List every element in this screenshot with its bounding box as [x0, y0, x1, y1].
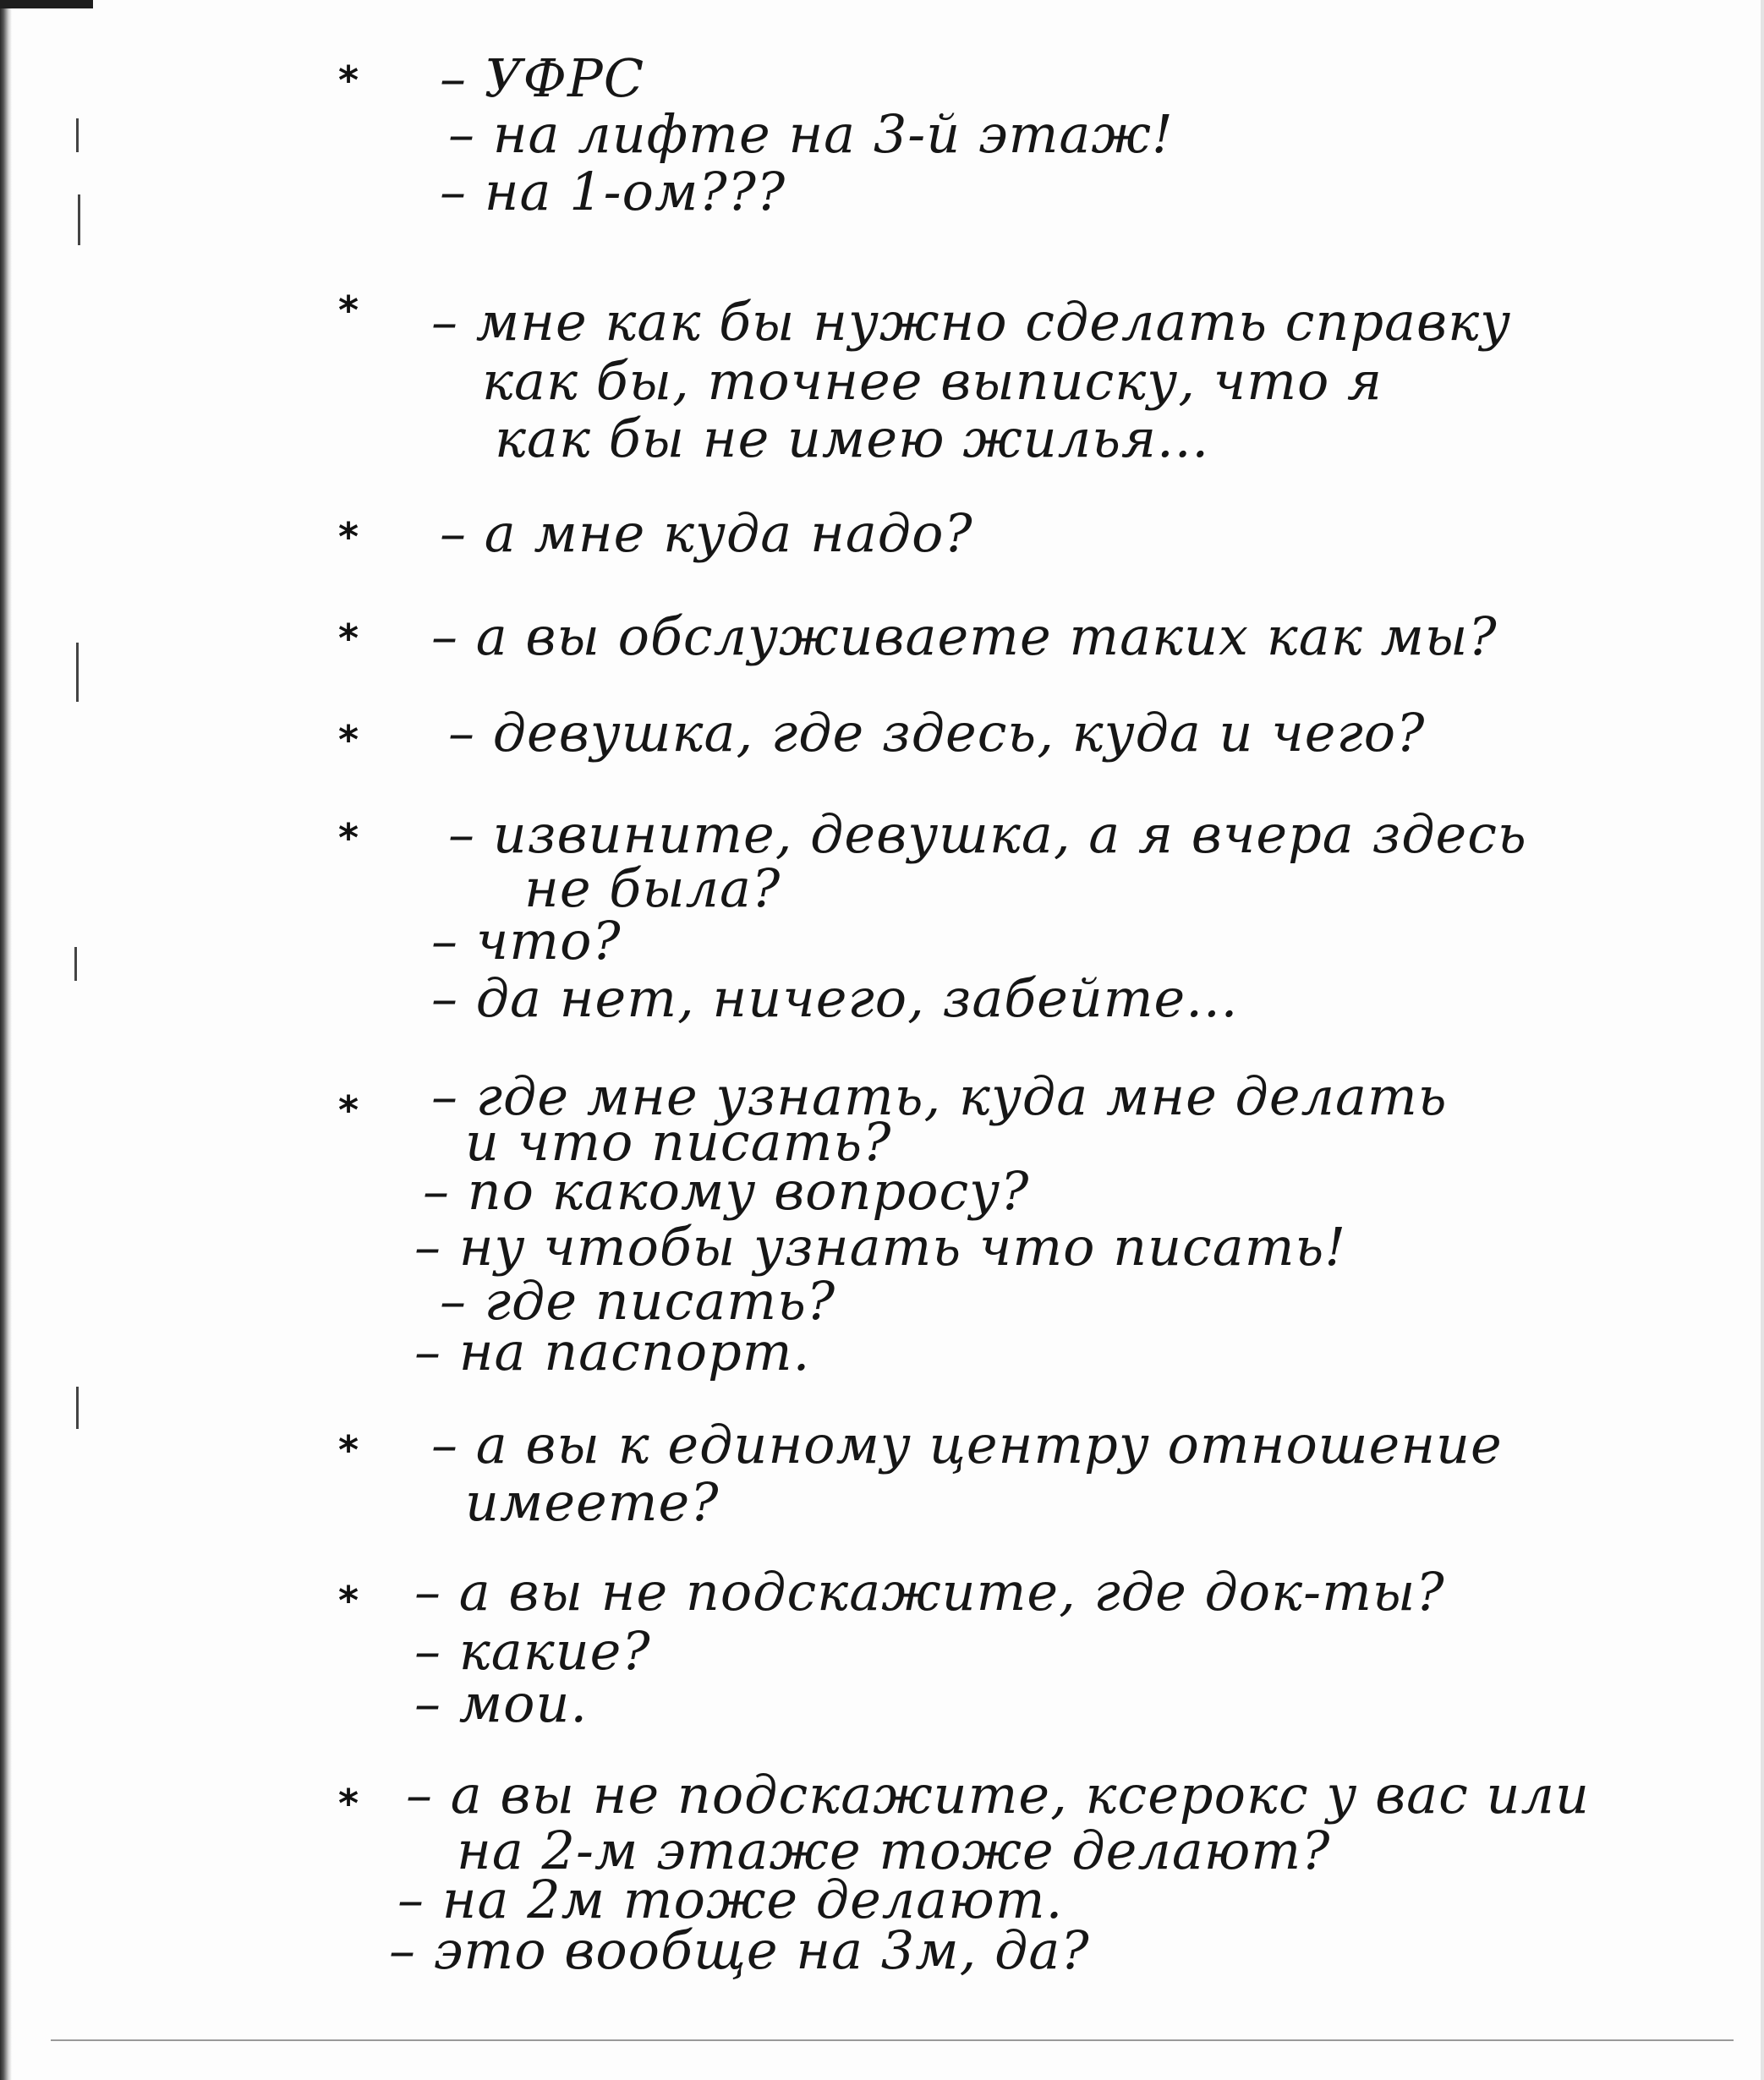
- note-line: – а вы обслуживаете таких как мы?: [431, 605, 1498, 667]
- note-line: имеете?: [465, 1471, 720, 1533]
- note-line: – на лифте на 3-й этаж!: [448, 103, 1174, 165]
- scan-speck: [76, 118, 79, 152]
- entry-bullet: *: [338, 815, 359, 861]
- page-bottom-rule: [51, 2039, 1734, 2041]
- scan-speck: [74, 947, 77, 981]
- note-line: – мои.: [414, 1672, 589, 1734]
- scan-speck: [76, 643, 79, 702]
- entry-bullet: *: [338, 287, 359, 333]
- note-line: – ну чтобы узнать что писать!: [414, 1216, 1347, 1278]
- note-line: – а вы к единому центру отношение: [431, 1414, 1503, 1475]
- scan-edge-right: [1761, 0, 1764, 2080]
- entry-bullet: *: [338, 1427, 359, 1473]
- note-line: – УФРС: [440, 47, 645, 109]
- note-line: – а вы не подскажите, ксерокс у вас или: [406, 1764, 1590, 1825]
- entry-bullet: *: [338, 1781, 359, 1826]
- note-line: – а вы не подскажите, где док-ты?: [414, 1561, 1445, 1623]
- note-line: – какие?: [414, 1620, 651, 1682]
- note-line: как бы, точнее выписку, что я: [482, 350, 1383, 412]
- entry-bullet: *: [338, 57, 359, 103]
- entry-bullet: *: [338, 1578, 359, 1623]
- note-line: – где мне узнать, куда мне делать: [431, 1065, 1448, 1127]
- note-line: – по какому вопросу?: [423, 1160, 1030, 1222]
- note-line: – на 2м тоже делают.: [397, 1869, 1064, 1930]
- note-line: как бы не имею жилья...: [495, 408, 1210, 469]
- scan-speck: [76, 1387, 79, 1429]
- note-line: – на 1-ом???: [440, 161, 786, 222]
- scan-corner-mark: [0, 0, 93, 8]
- note-line: – да нет, ничего, забейте...: [431, 967, 1239, 1029]
- scan-speck: [78, 194, 80, 245]
- scan-edge-left: [0, 0, 12, 2080]
- note-line: – где писать?: [440, 1270, 836, 1332]
- note-line: – извините, девушка, а я вчера здесь: [448, 803, 1527, 865]
- note-line: – девушка, где здесь, куда и чего?: [448, 702, 1426, 764]
- note-line: на 2-м этаже тоже делают?: [457, 1820, 1331, 1881]
- note-line: и что писать?: [465, 1111, 892, 1173]
- note-line: не была?: [524, 857, 781, 919]
- entry-bullet: *: [338, 616, 359, 661]
- note-line: – это вообще на 3м, да?: [389, 1919, 1090, 1981]
- note-line: – на паспорт.: [414, 1321, 811, 1382]
- note-line: – что?: [431, 910, 622, 972]
- entry-bullet: *: [338, 1087, 359, 1133]
- entry-bullet: *: [338, 717, 359, 763]
- entry-bullet: *: [338, 514, 359, 560]
- note-line: – а мне куда надо?: [440, 502, 973, 564]
- note-line: – мне как бы нужно сделать справку: [431, 291, 1512, 353]
